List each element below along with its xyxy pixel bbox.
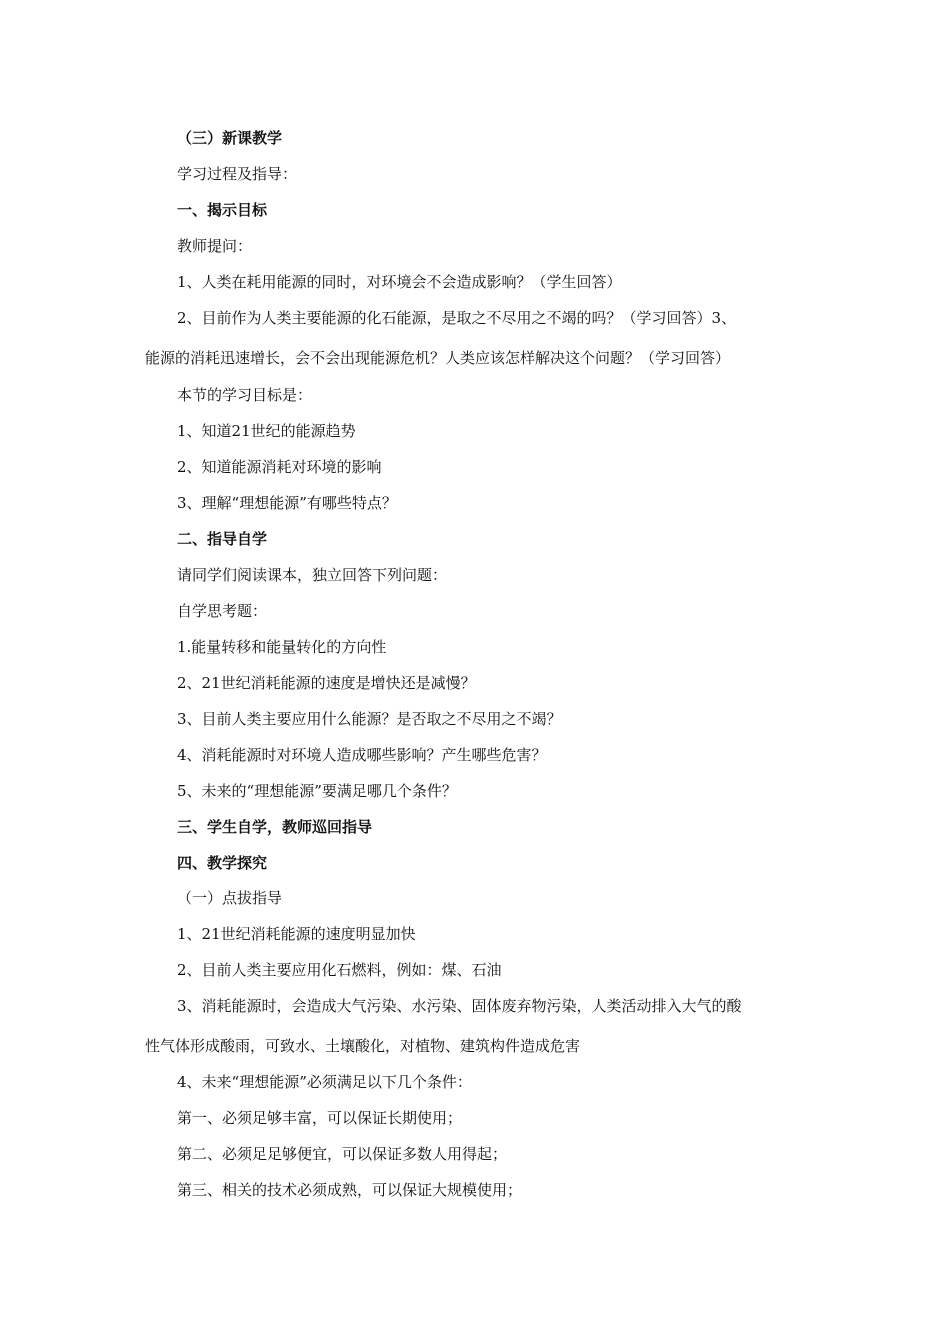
list-item: 4、未来“理想能源”必须满足以下几个条件： — [177, 1073, 472, 1091]
list-item: 第三、相关的技术必须成熟，可以保证大规模使用； — [177, 1181, 523, 1199]
paragraph-line: （一）点拔指导 — [177, 889, 283, 907]
list-item: 1、21世纪消耗能源的速度明显加快 — [177, 925, 416, 943]
heading-student-self-study: 三、学生自学，教师巡回指导 — [177, 818, 373, 836]
heading-reveal-goals: 一、揭示目标 — [177, 201, 268, 219]
list-item: 1.能量转移和能量转化的方向性 — [177, 638, 387, 656]
paragraph-line: 学习过程及指导： — [177, 165, 298, 183]
paragraph-line: 1、人类在耗用能源的同时，对环境会不会造成影响？（学生回答） — [177, 273, 622, 291]
paragraph-line: 本节的学习目标是： — [177, 386, 313, 404]
section-heading-new-lesson: （三）新课教学 — [177, 129, 283, 147]
list-item: 2、知道能源消耗对环境的影响 — [177, 458, 382, 476]
paragraph-line: 能源的消耗迅速增长，会不会出现能源危机？人类应该怎样解决这个问题？（学习回答） — [145, 349, 731, 367]
list-item: 第一、必须足够丰富，可以保证长期使用； — [177, 1109, 463, 1127]
heading-teaching-inquiry: 四、教学探究 — [177, 854, 268, 872]
paragraph-line: 教师提问： — [177, 237, 253, 255]
paragraph-line: 自学思考题： — [177, 602, 268, 620]
heading-guide-self-study: 二、指导自学 — [177, 530, 268, 548]
paragraph-line: 请同学们阅读课本，独立回答下列问题： — [177, 566, 448, 584]
list-item: 1、知道21世纪的能源趋势 — [177, 422, 356, 440]
list-item: 3、理解“理想能源”有哪些特点？ — [177, 494, 397, 512]
list-item: 3、目前人类主要应用什么能源？是否取之不尽用之不竭？ — [177, 710, 562, 728]
list-item: 第二、必须足足够便宜，可以保证多数人用得起； — [177, 1145, 508, 1163]
paragraph-line: 性气体形成酸雨，可致水、土壤酸化，对植物、建筑构件造成危害 — [145, 1037, 581, 1055]
list-item: 5、未来的“理想能源”要满足哪几个条件？ — [177, 782, 457, 800]
list-item: 2、目前人类主要应用化石燃料，例如：煤、石油 — [177, 961, 502, 979]
list-item: 2、21世纪消耗能源的速度是增快还是减慢？ — [177, 674, 476, 692]
list-item: 4、消耗能源时对环境人造成哪些影响？产生哪些危害？ — [177, 746, 547, 764]
list-item: 3、消耗能源时，会造成大气污染、水污染、固体废弃物污染，人类活动排入大气的酸 — [177, 997, 742, 1015]
paragraph-line: 2、目前作为人类主要能源的化石能源，是取之不尽用之不竭的吗？（学习回答）3、 — [177, 309, 737, 327]
